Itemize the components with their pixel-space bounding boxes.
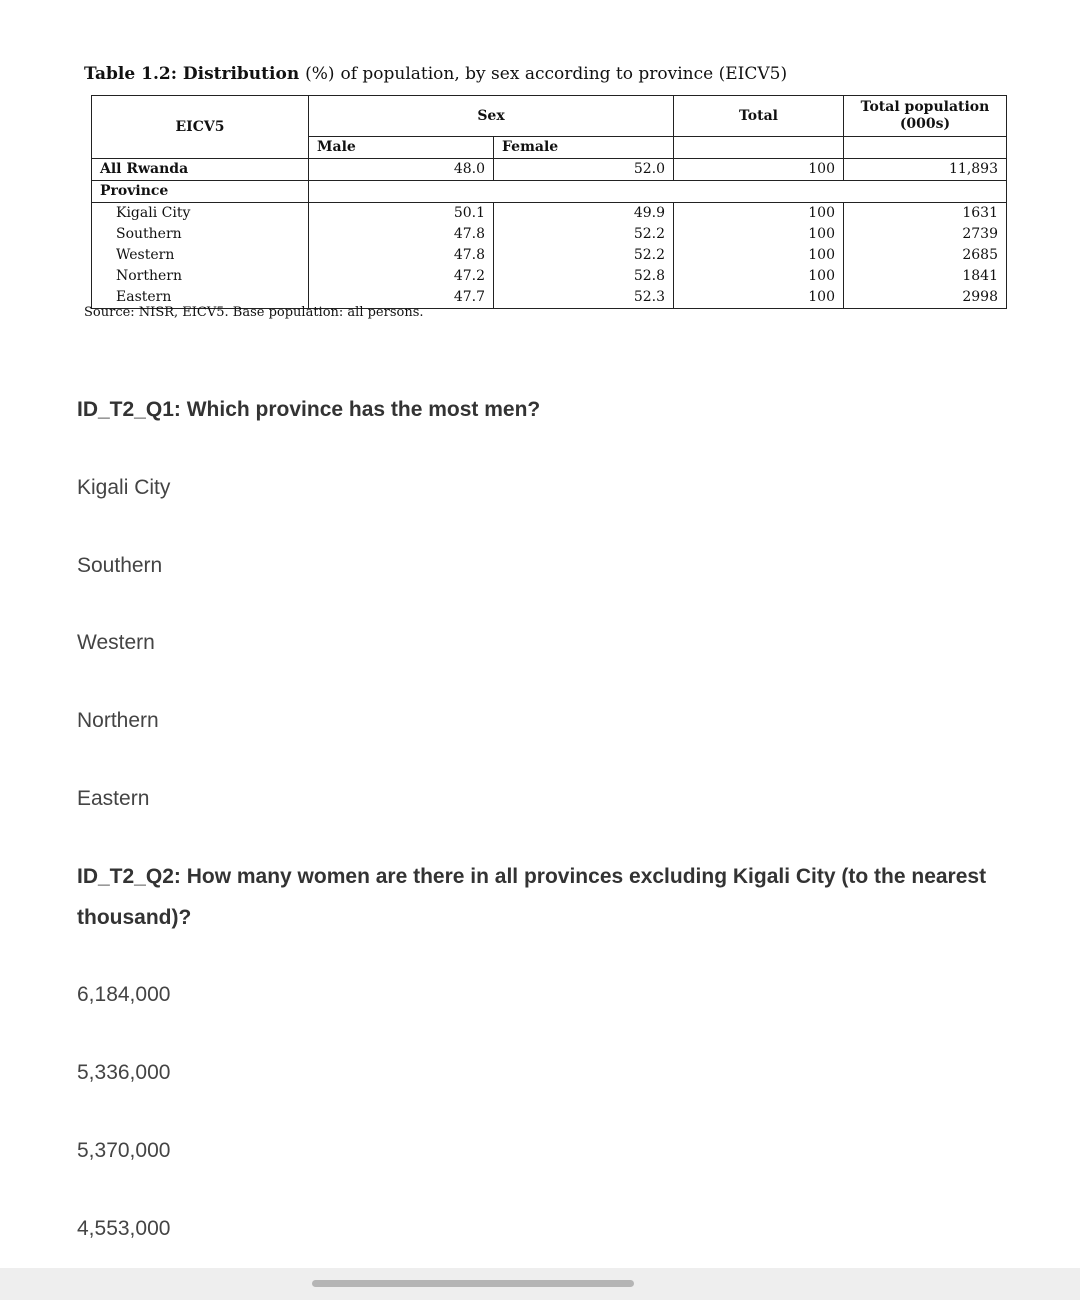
total-population: 11,893 [844, 159, 1007, 181]
q2-option-1[interactable]: 6,184,000 [77, 983, 171, 1006]
q2-option-3[interactable]: 5,370,000 [77, 1139, 171, 1162]
q1-option-northern[interactable]: Northern [77, 709, 159, 732]
male-pct: 48.0 [309, 159, 494, 181]
table-title: Table 1.2: Distribution (%) of population, by sex according to province (EICV5) [84, 64, 788, 84]
province-label: Province [92, 181, 309, 203]
q1-option-western[interactable]: Western [77, 631, 155, 654]
header-total: Total [674, 96, 844, 137]
q1-option-eastern[interactable]: Eastern [77, 787, 150, 810]
q2-option-2[interactable]: 5,336,000 [77, 1061, 171, 1084]
header-sex: Sex [309, 96, 674, 137]
total-pct: 100 [674, 159, 844, 181]
female-pct: 52.0 [494, 159, 674, 181]
header-total-population: Total population (000s) [844, 96, 1007, 137]
table-row: Kigali City 50.1 49.9 100 1631 [92, 203, 1007, 225]
table-image [0, 0, 1080, 340]
q1-option-southern[interactable]: Southern [77, 554, 163, 577]
table-row: Southern 47.8 52.2 100 2739 [92, 224, 1007, 245]
question-2: ID_T2_Q2: How many women are there in all provinces excluding Kigali City (to the nearest thousand)? [77, 865, 987, 929]
scroll-handle[interactable] [312, 1280, 634, 1287]
table-source: Source: NISR, EICV5. Base population: all persons. [84, 305, 424, 320]
table-row: Eastern 47.7 52.3 100 2998 [92, 287, 1007, 309]
table-row [92, 159, 1007, 181]
q2-option-4[interactable]: 4,553,000 [77, 1217, 171, 1240]
q1-option-kigali-city[interactable]: Kigali City [77, 476, 171, 499]
table-row: Western 47.8 52.2 100 2685 [92, 245, 1007, 266]
header-eicv: EICV5 [92, 96, 309, 159]
population-table [91, 95, 1007, 309]
question-1: ID_T2_Q1: Which province has the most men? [77, 398, 541, 421]
header-male: Male [309, 137, 494, 159]
table-row: Northern 47.2 52.8 100 1841 [92, 266, 1007, 287]
row-label: All Rwanda [92, 159, 309, 181]
header-female: Female [494, 137, 674, 159]
